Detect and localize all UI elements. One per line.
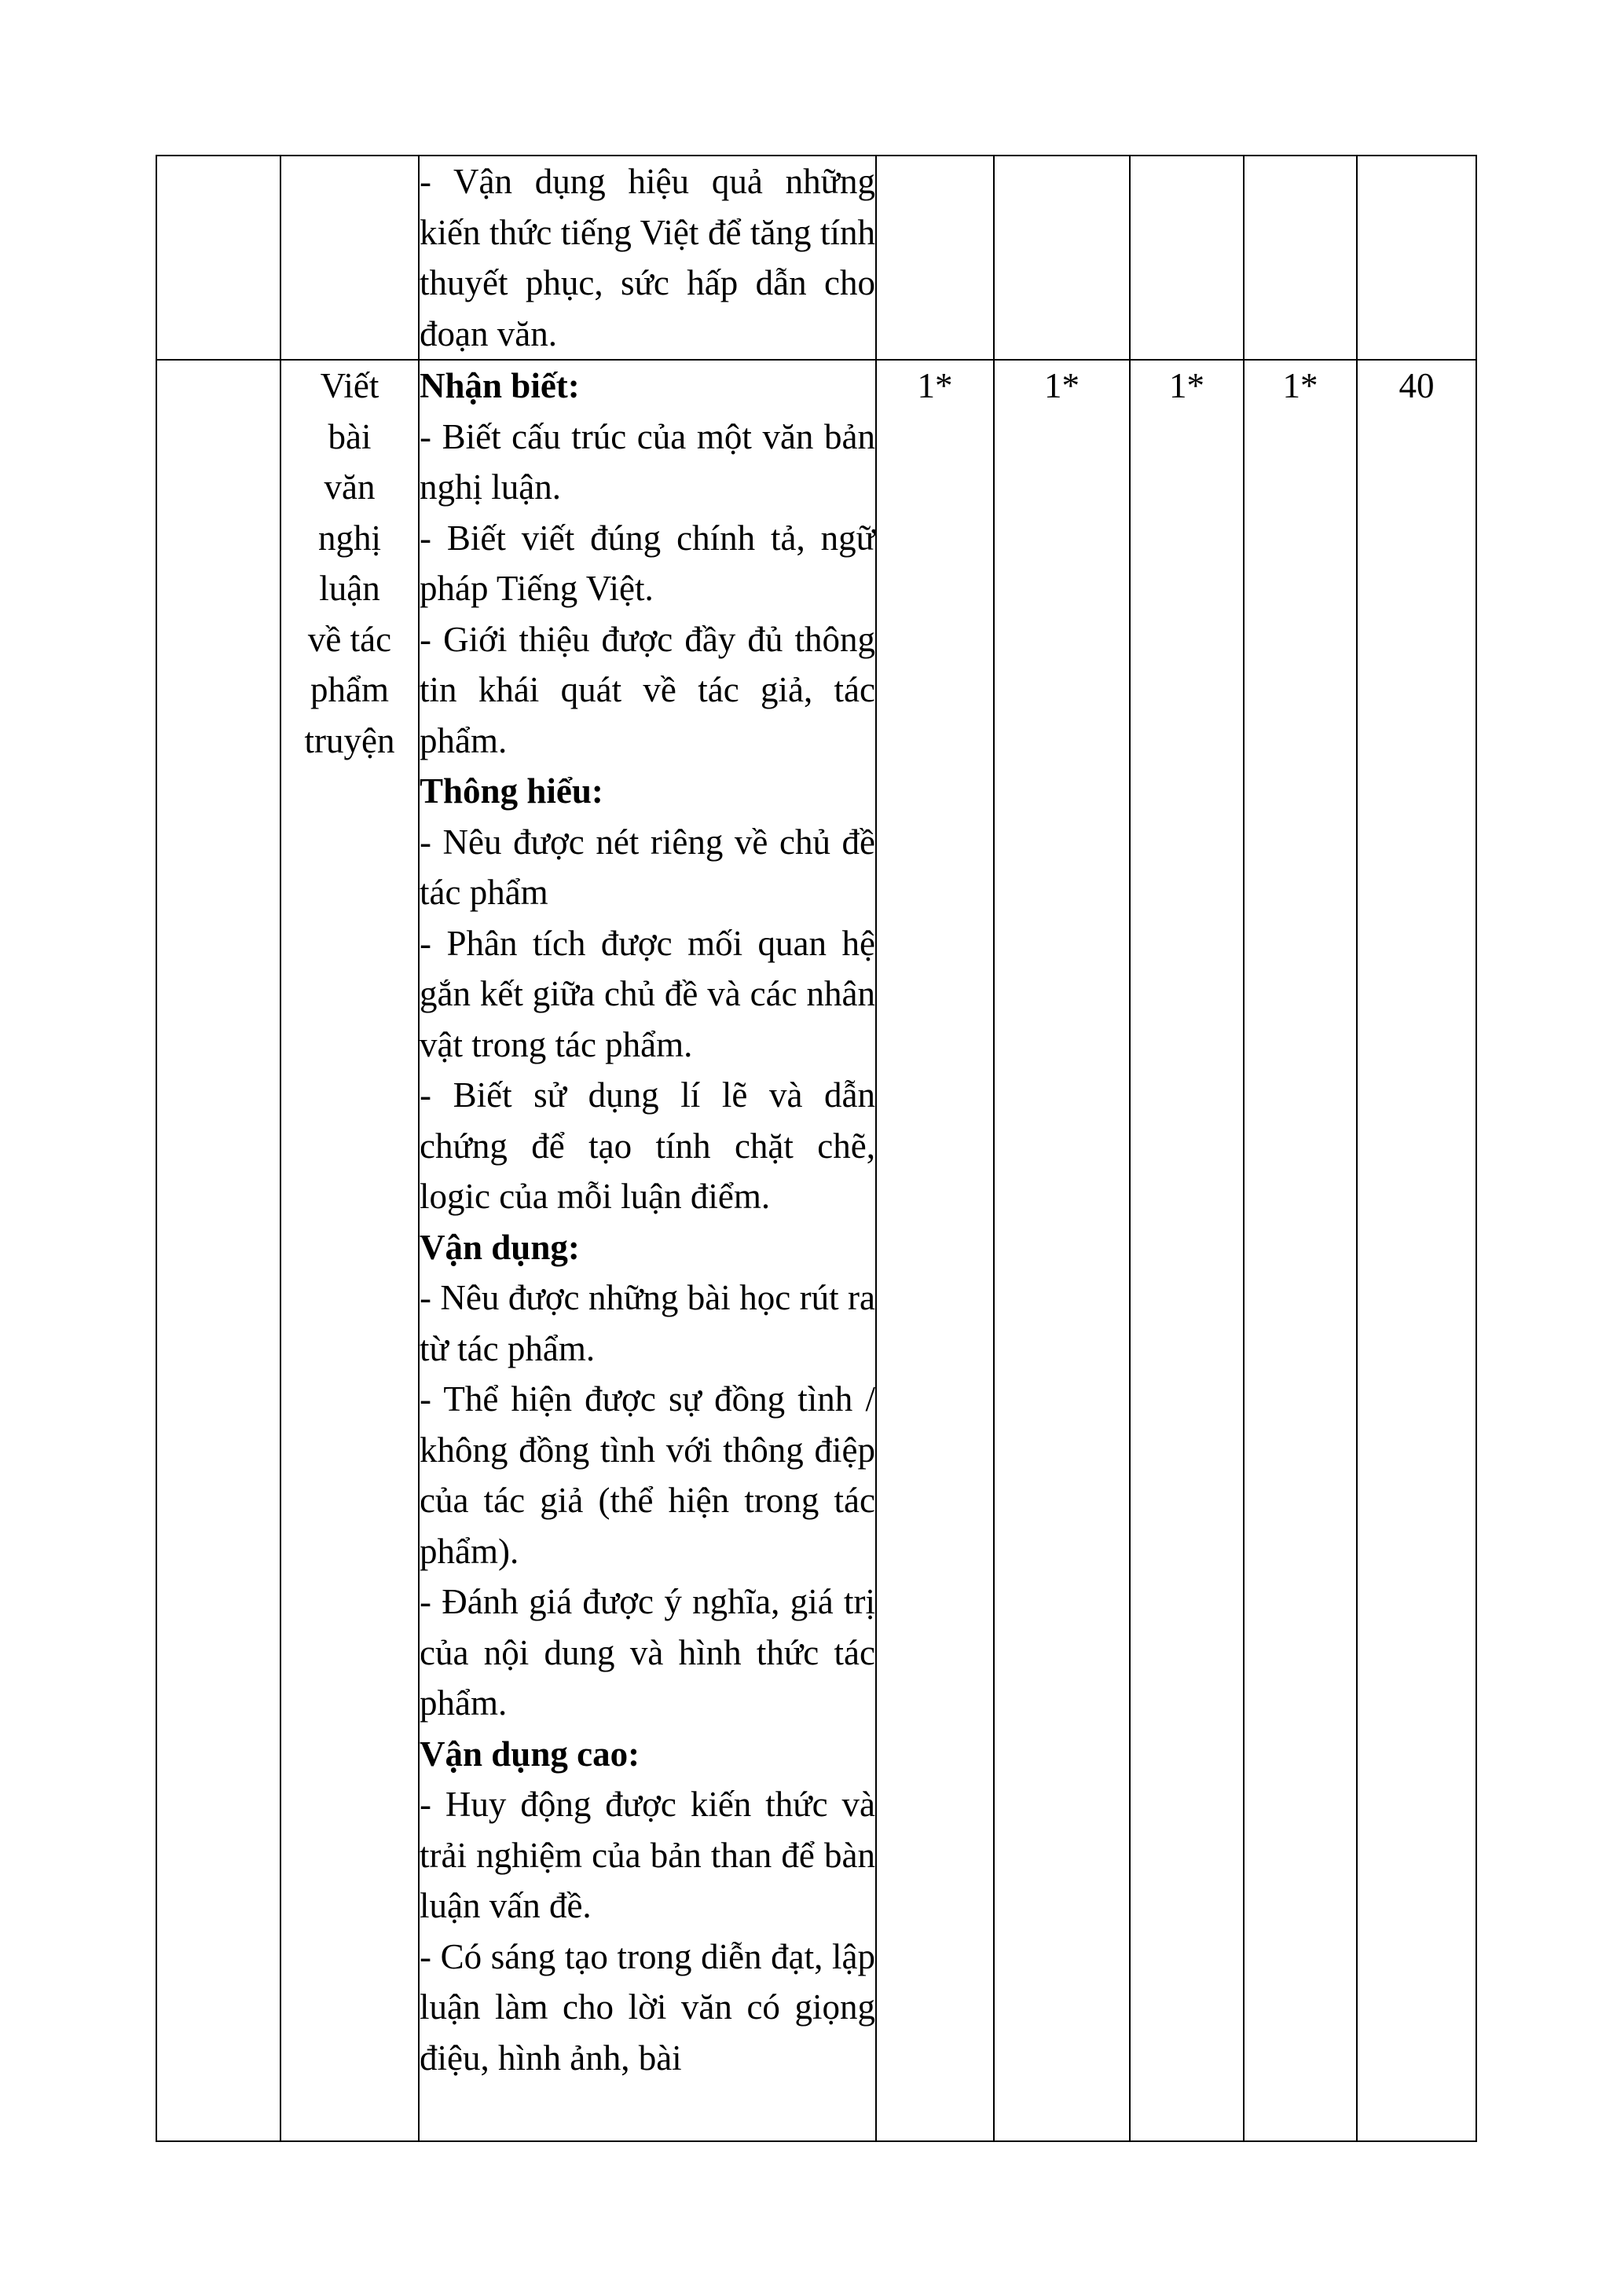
level-cell: 1*: [1244, 360, 1357, 2141]
description-line: - Huy động được kiến thức và trải nghiệm của bản than để bàn luận vấn đề.: [420, 1785, 875, 1925]
topic-line: nghị: [317, 518, 381, 558]
topic-line: luận: [319, 569, 380, 608]
description-line: - Thể hiện được sự đồng tình / không đồng tình với thông điệp của tác giả (thể hiện trong tác phẩm).: [420, 1379, 875, 1571]
description-line: - Nêu được nét riêng về chủ đề tác phẩm: [420, 822, 875, 912]
topic-line: Viết: [320, 366, 379, 405]
description-line: - Đánh giá được ý nghĩa, giá trị của nội dung và hình thức tác phẩm.: [420, 1582, 875, 1723]
table-row: [156, 360, 1476, 2141]
empty-cell: [156, 360, 280, 2141]
level-cell: [1130, 156, 1244, 360]
level-cell: 1*: [1130, 360, 1244, 2141]
total-cell: 40: [1357, 360, 1476, 2141]
description-line: - Biết viết đúng chính tả, ngữ pháp Tiếng Việt.: [420, 518, 875, 608]
table-row: [156, 156, 1476, 360]
level-heading: Vận dụng:: [420, 1227, 580, 1267]
total-cell: [1357, 156, 1476, 360]
level-heading: Nhận biết:: [420, 366, 580, 405]
topic-line: về tác: [307, 619, 392, 659]
description-line: - Biết sử dụng lí lẽ và dẫn chứng để tạo tính chặt chẽ, logic của mỗi luận điểm.: [420, 1075, 875, 1216]
level-cell: [1244, 156, 1357, 360]
level-cell: [994, 156, 1130, 360]
description-line: - Giới thiệu được đầy đủ thông tin khái quát về tác giả, tác phẩm.: [420, 619, 875, 760]
topic-line: bài: [328, 416, 372, 456]
level-cell: [876, 156, 994, 360]
topic-line: phẩm: [310, 670, 389, 709]
description-line: - Nêu được những bài học rút ra từ tác phẩm.: [420, 1278, 875, 1368]
topic-line: văn: [324, 467, 376, 507]
description-cell: [419, 360, 876, 2141]
description-line: - Vận dụng hiệu quả những kiến thức tiếng Việt để tăng tính thuyết phục, sức hấp dẫn cho đoạn văn.: [420, 162, 875, 353]
topic-line: truyện: [304, 720, 395, 760]
assessment-matrix-table: [156, 155, 1477, 2142]
description-line: - Có sáng tạo trong diễn đạt, lập luận làm cho lời văn có giọng điệu, hình ảnh, bài: [420, 1936, 875, 2078]
level-cell: 1*: [876, 360, 994, 2141]
level-cell: 1*: [994, 360, 1130, 2141]
description-line: - Phân tích được mối quan hệ gắn kết giữa chủ đề và các nhân vật trong tác phẩm.: [420, 923, 875, 1064]
level-heading: Thông hiểu:: [420, 771, 603, 811]
empty-cell: [156, 156, 280, 360]
topic-cell: [280, 156, 419, 360]
topic-cell: [280, 360, 419, 2141]
description-cell: [419, 156, 876, 360]
description-line: - Biết cấu trúc của một văn bản nghị luận.: [420, 416, 875, 507]
level-heading: Vận dụng cao:: [420, 1734, 640, 1774]
